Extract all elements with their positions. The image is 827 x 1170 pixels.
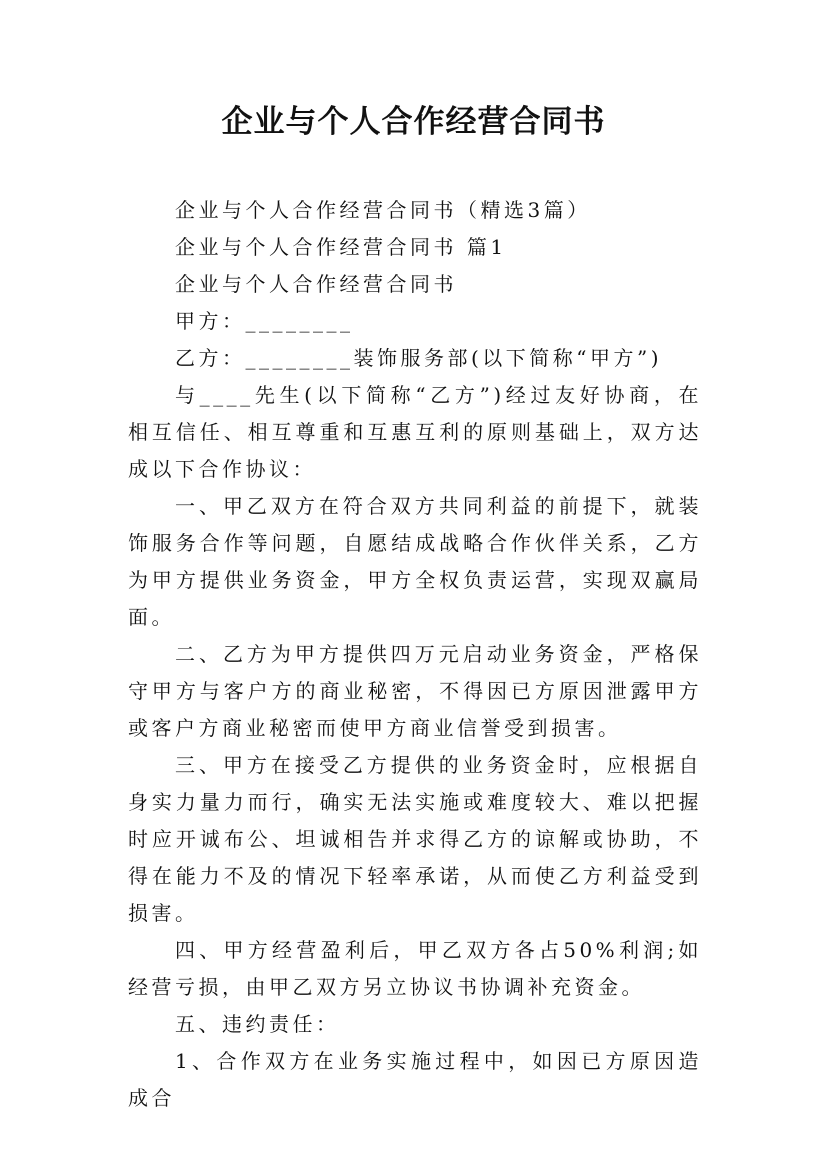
document-title: 企业与个人合作经营合同书 (221, 104, 606, 140)
paragraph-clause-3: 三、甲方在接受乙方提供的业务资金时，应根据自身实力量力而行，确实无法实施或难度较大、难以把握时应开诚布公、坦诚相告并求得乙方的谅解或协助，不得在能力不及的情况下轻率承诺，从而使乙方利益受到损害。 (128, 753, 702, 925)
paragraph-section-heading: 企业与个人合作经营合同书 篇1 (175, 235, 507, 259)
paragraph-clause-4: 四、甲方经营盈利后，甲乙双方各占50%利润;如经营亏损，由甲乙双方另立协议书协调补充资金。 (128, 938, 702, 999)
paragraph-preamble: 与____先生(以下简称“乙方”)经过友好协商，在相互信任、相互尊重和互惠互利的原则基础上，双方达成以下合作协议： (128, 383, 702, 481)
paragraph-subtitle: 企业与个人合作经营合同书（精选3篇） (175, 198, 591, 222)
document-body (128, 192, 702, 1117)
paragraph-clause-2: 二、乙方为甲方提供四万元启动业务资金，严格保守甲方与客户方的商业秘密，不得因已方原因泄露甲方或客户方商业秘密而使甲方商业信誉受到损害。 (128, 642, 702, 740)
paragraph-clause-5-heading: 五、违约责任： (175, 1012, 340, 1036)
paragraph-clause-5-1: 1、合作双方在业务实施过程中，如因已方原因造成合 (128, 1049, 702, 1110)
paragraph-clause-1: 一、甲乙双方在符合双方共同利益的前提下，就装饰服务合作等问题，自愿结成战略合作伙伴关系，乙方为甲方提供业务资金，甲方全权负责运营，实现双赢局面。 (128, 494, 702, 629)
paragraph-party-a: 甲方：________ (175, 309, 354, 333)
paragraph-party-b: 乙方：________装饰服务部(以下简称“甲方”) (175, 346, 663, 370)
paragraph-contract-name: 企业与个人合作经营合同书 (175, 272, 457, 296)
